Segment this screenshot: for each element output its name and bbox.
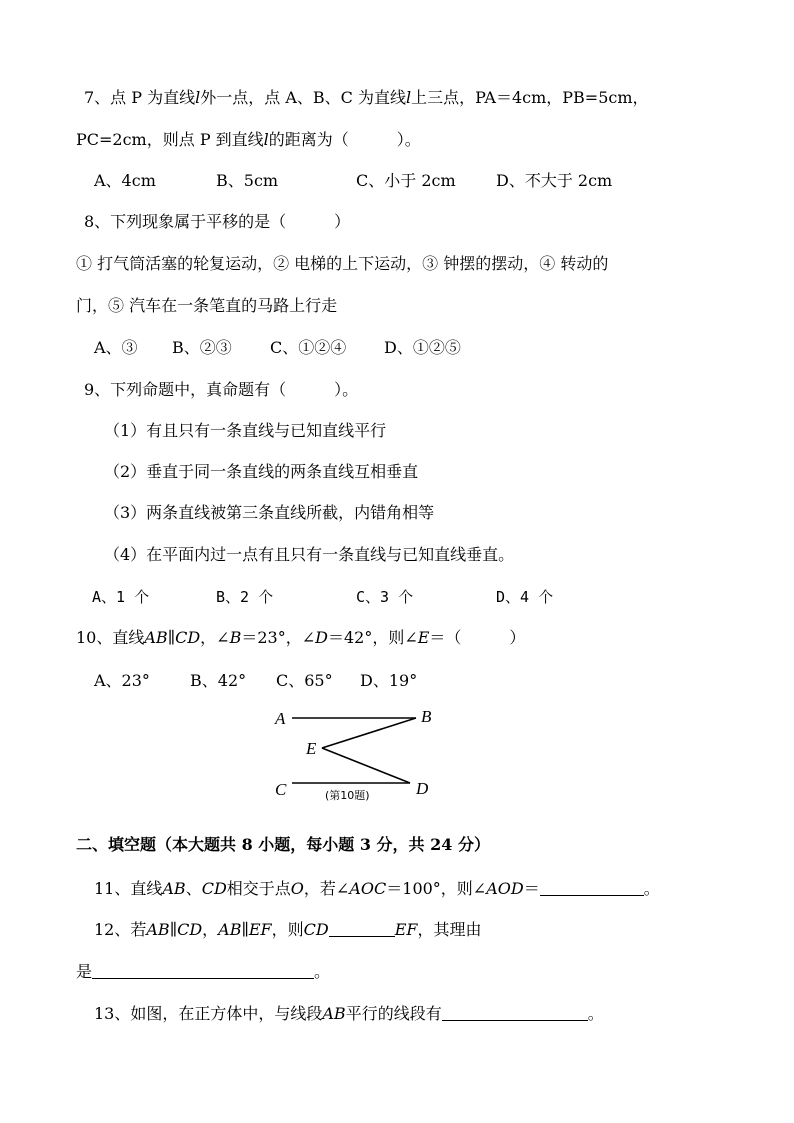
q11-text-a: 11、直线 bbox=[94, 879, 163, 898]
q11-cd: CD bbox=[201, 879, 227, 898]
q7-line-l-2: l bbox=[405, 88, 412, 107]
q10-d: D bbox=[315, 628, 328, 647]
q10-text-b: ，∠ bbox=[200, 628, 230, 647]
q10-text-d: ＝42°，则∠ bbox=[327, 628, 418, 647]
q7-line2 bbox=[76, 130, 421, 150]
q8-line1: ① 打气筒活塞的轮复运动，② 电梯的上下运动，③ 钟摆的摆动，④ 转动的 bbox=[76, 254, 609, 273]
q10-stem bbox=[76, 628, 525, 648]
q9-option-a[interactable]: A、1 个 bbox=[92, 588, 150, 606]
label-b: B bbox=[421, 707, 432, 726]
q13-text-b: 平行的线段有 bbox=[345, 1004, 442, 1023]
q11-sep: 、 bbox=[185, 879, 202, 898]
q11-aoc: AOC bbox=[349, 879, 387, 898]
q9-item-3: （3）两条直线被第三条直线所截，内错角相等 bbox=[104, 503, 435, 522]
q9-option-d[interactable]: D、4 个 bbox=[496, 588, 554, 606]
q8-line2: 门，⑤ 汽车在一条笔直的马路上行走 bbox=[76, 296, 338, 315]
q12-cd-2: CD bbox=[303, 920, 329, 939]
q7-text-b: 外一点，点 A、B、C 为直线 bbox=[200, 88, 406, 107]
q13-text-a: 13、如图，在正方体中，与线段 bbox=[94, 1004, 323, 1023]
q11-text-c: ，若∠ bbox=[303, 879, 350, 898]
q7-option-a[interactable]: A、4cm bbox=[94, 171, 156, 190]
q7-text-e: 的距离为（ ）。 bbox=[268, 130, 421, 149]
q12-ab-1: AB bbox=[146, 920, 170, 939]
q12-relation-blank[interactable] bbox=[329, 920, 395, 937]
q12-cd-1: CD bbox=[177, 920, 203, 939]
q10-figure bbox=[270, 703, 450, 803]
q12-comma: ， bbox=[202, 920, 219, 939]
q7-option-d[interactable]: D、不大于 2cm bbox=[496, 171, 613, 190]
q10-b: B bbox=[229, 628, 242, 647]
q11-text-b: 相交于点 bbox=[226, 879, 291, 898]
q12-reason-blank[interactable] bbox=[92, 962, 314, 979]
q12-text-b: ，则 bbox=[271, 920, 304, 939]
q10-option-c[interactable]: C、65° bbox=[276, 671, 333, 690]
q13-ab: AB bbox=[322, 1004, 346, 1023]
q12-text-d: 是 bbox=[76, 962, 93, 981]
label-a: A bbox=[275, 709, 286, 728]
q11-text-e: ＝ bbox=[523, 879, 540, 898]
q7-text-a: 7、点 P 为直线 bbox=[84, 88, 196, 107]
q11-text-d: ＝100°，则∠ bbox=[386, 879, 487, 898]
q13-answer-blank[interactable] bbox=[442, 1004, 588, 1021]
q7-line-l-3: l bbox=[263, 130, 269, 149]
q9-option-b[interactable]: B、2 个 bbox=[216, 588, 274, 606]
q12-text-a: 12、若 bbox=[94, 920, 147, 939]
q10-option-d[interactable]: D、19° bbox=[360, 671, 418, 690]
q7-option-c[interactable]: C、小于 2cm bbox=[356, 171, 456, 190]
q12-ef-1: EF bbox=[248, 920, 272, 939]
label-e: E bbox=[306, 739, 317, 758]
q9-item-1: （1）有且只有一条直线与已知直线平行 bbox=[104, 421, 387, 440]
label-c: C bbox=[275, 780, 287, 799]
q8-option-b[interactable]: B、②③ bbox=[172, 338, 232, 357]
q12-parallel-1: ∥ bbox=[169, 920, 178, 939]
q7-option-b[interactable]: B、5cm bbox=[216, 171, 279, 190]
q10-text-c: ＝23°，∠ bbox=[241, 628, 316, 647]
q7-line-l-1: l bbox=[195, 88, 201, 107]
q10-e: E bbox=[417, 628, 430, 647]
q10-cd: CD bbox=[175, 628, 201, 647]
q12-line2 bbox=[76, 962, 330, 982]
q10-ab: AB bbox=[144, 628, 168, 647]
q12-end: 。 bbox=[314, 962, 331, 981]
q10-parallel: ∥ bbox=[167, 628, 176, 647]
label-d: D bbox=[416, 779, 429, 798]
section-2-title: 二、填空题（本大题共 8 小题，每小题 3 分，共 24 分） bbox=[76, 835, 490, 854]
q9-item-4: （4）在平面内过一点有且只有一条直线与已知直线垂直。 bbox=[104, 545, 515, 564]
q11-end: 。 bbox=[643, 879, 660, 898]
q13 bbox=[94, 1004, 604, 1024]
q10-option-b[interactable]: B、42° bbox=[190, 671, 247, 690]
q12-ab-2: AB bbox=[218, 920, 242, 939]
q8-option-c[interactable]: C、①②④ bbox=[270, 338, 347, 357]
q11 bbox=[94, 879, 660, 899]
q12-text-c: ，其理由 bbox=[417, 920, 482, 939]
line-be bbox=[322, 718, 416, 748]
q10-text-e: ＝（ ） bbox=[429, 628, 526, 647]
q9-stem: 9、下列命题中，真命题有（ ）。 bbox=[84, 380, 359, 399]
q12-parallel-2: ∥ bbox=[241, 920, 249, 939]
q11-o: O bbox=[290, 879, 304, 898]
q13-end: 。 bbox=[587, 1004, 604, 1023]
q7-text-c: 上三点，PA＝4cm，PB=5cm， bbox=[411, 88, 649, 107]
q7-text-d: PC=2cm，则点 P 到直线 bbox=[76, 130, 264, 149]
q11-answer-blank[interactable] bbox=[540, 879, 644, 896]
q8-option-d[interactable]: D、①②⑤ bbox=[384, 338, 461, 357]
q7-line1 bbox=[84, 88, 649, 108]
figure-caption: (第10题) bbox=[325, 789, 370, 802]
q8-option-a[interactable]: A、③ bbox=[94, 338, 138, 357]
q12-ef-2: EF bbox=[394, 920, 418, 939]
q10-text-a: 10、直线 bbox=[76, 628, 145, 647]
line-ed bbox=[322, 748, 410, 783]
q8-stem: 8、下列现象属于平移的是（ ） bbox=[84, 212, 351, 231]
q9-option-c[interactable]: C、3 个 bbox=[356, 588, 414, 606]
q9-item-2: （2）垂直于同一条直线的两条直线互相垂直 bbox=[104, 462, 419, 481]
q12-line1 bbox=[94, 920, 482, 940]
q10-option-a[interactable]: A、23° bbox=[94, 671, 150, 690]
q11-ab: AB bbox=[162, 879, 186, 898]
q11-aod: AOD bbox=[486, 879, 524, 898]
